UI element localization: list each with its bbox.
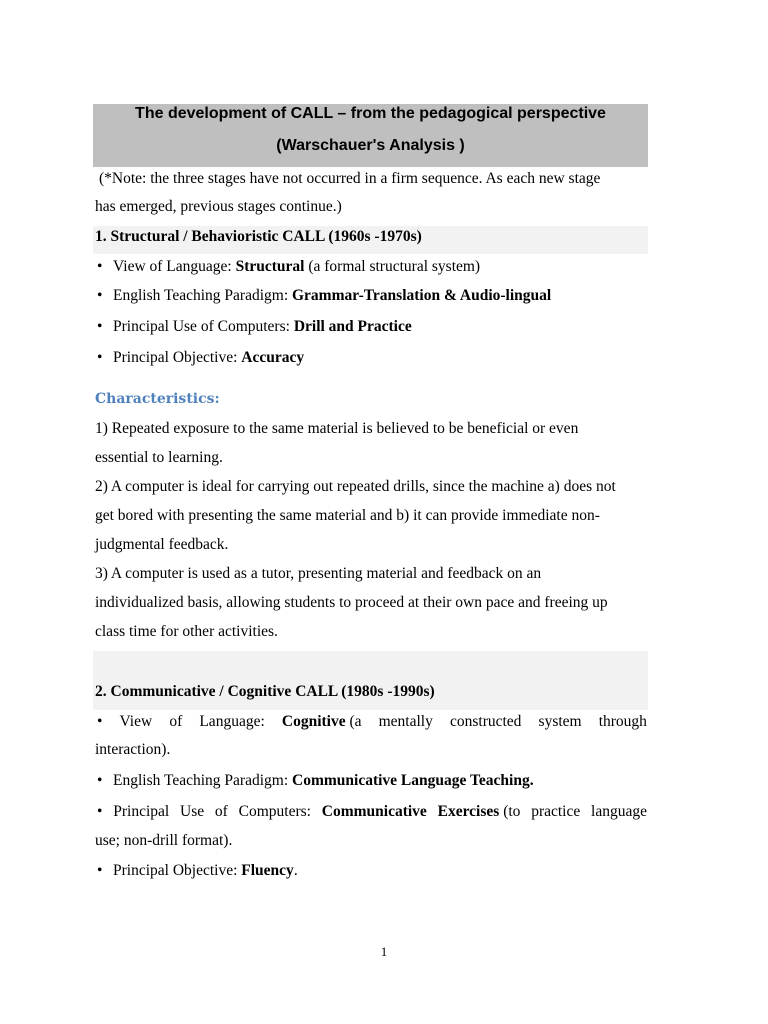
bullet-word: through [598, 713, 647, 730]
list-item [97, 862, 298, 880]
bullet-label: Principal Objective: [113, 862, 242, 879]
bullet-value: Accuracy [241, 349, 305, 366]
list-item [97, 318, 412, 336]
list-item [97, 349, 304, 367]
bullet-word: Language: [199, 713, 265, 730]
bullet-word: Use [180, 803, 205, 820]
bullet-word: mentally [378, 713, 433, 730]
list-item [97, 772, 534, 790]
section2-heading: 2. Communicative / Cognitive CALL (1980s -1990s) [95, 683, 435, 700]
characteristics-line: individualized basis, allowing students to proceed at their own pace and freeing up [95, 594, 608, 611]
bullet-word: View [119, 713, 153, 730]
section1-heading: 1. Structural / Behavioristic CALL (1960s -1970s) [95, 228, 422, 245]
bullet-label: English Teaching Paradigm: [113, 772, 292, 789]
bullet-word: system [538, 713, 582, 730]
bullet-label: Principal Objective: [113, 349, 242, 366]
bullet-value: Structural [235, 258, 305, 275]
bullet-value: Grammar-Translation & Audio-lingual [292, 287, 552, 304]
bullet-word: Computers: [238, 803, 311, 820]
bullet-word: Communicative [321, 803, 427, 820]
bullet-icon: • [97, 713, 103, 730]
page-number: 1 [380, 944, 388, 959]
note-line-1: (*Note: the three stages have not occurred in a firm sequence. As each new stage [99, 170, 601, 187]
bullet-word: Principal [113, 803, 170, 820]
bullet-word: of [214, 803, 228, 820]
list-item [97, 803, 647, 821]
title-line-1: The development of CALL – from the pedagogical perspective [135, 105, 606, 122]
bullet-icon: • [97, 803, 103, 820]
note-line-2: has emerged, previous stages continue.) [95, 198, 342, 215]
bullet-label: View of Language: [113, 258, 236, 275]
characteristics-line: class time for other activities. [95, 623, 278, 640]
bullet-suffix: (a formal structural system) [304, 258, 481, 275]
bullet-word-cognitive: Cognitive (a [281, 713, 362, 730]
characteristics-line: essential to learning. [95, 449, 223, 466]
characteristics-line: 1) Repeated exposure to the same material is believed to be beneficial or even [95, 420, 579, 437]
section2-heading-shade [93, 651, 648, 710]
bullet-icon: • [97, 349, 103, 366]
title-line-2: (Warschauer's Analysis ) [276, 137, 465, 154]
bullet-word-exercises: Exercises (to [437, 803, 521, 820]
list-item [97, 713, 647, 731]
bullet-word: practice [531, 803, 581, 820]
bullet-icon: • [97, 258, 103, 275]
title-box [93, 104, 648, 167]
bullet-icon: • [97, 772, 103, 789]
bullet-word: of [169, 713, 183, 730]
list-item [97, 258, 480, 276]
bullet-icon: • [97, 862, 103, 879]
bullet-icon: • [97, 318, 103, 335]
list-item [97, 287, 551, 305]
characteristics-line: judgmental feedback. [95, 536, 229, 553]
bullet-value: Communicative Language Teaching. [292, 772, 534, 789]
bullet-word: language [591, 803, 647, 820]
bullet-label: English Teaching Paradigm: [113, 287, 292, 304]
characteristics-line: get bored with presenting the same material and b) it can provide immediate non- [95, 507, 600, 524]
bullet-continuation: use; non-drill format). [95, 832, 233, 849]
bullet-word: constructed [449, 713, 522, 730]
bullet-continuation: interaction). [95, 741, 171, 758]
bullet-value: Drill and Practice [293, 318, 412, 335]
bullet-suffix: . [293, 862, 298, 879]
characteristics-heading: Characteristics: [95, 391, 220, 407]
characteristics-line: 3) A computer is used as a tutor, presenting material and feedback on an [95, 565, 542, 582]
characteristics-line: 2) A computer is ideal for carrying out repeated drills, since the machine a) does not [95, 478, 616, 495]
bullet-label: Principal Use of Computers: [113, 318, 294, 335]
bullet-value: Fluency [241, 862, 294, 879]
bullet-icon: • [97, 287, 103, 304]
